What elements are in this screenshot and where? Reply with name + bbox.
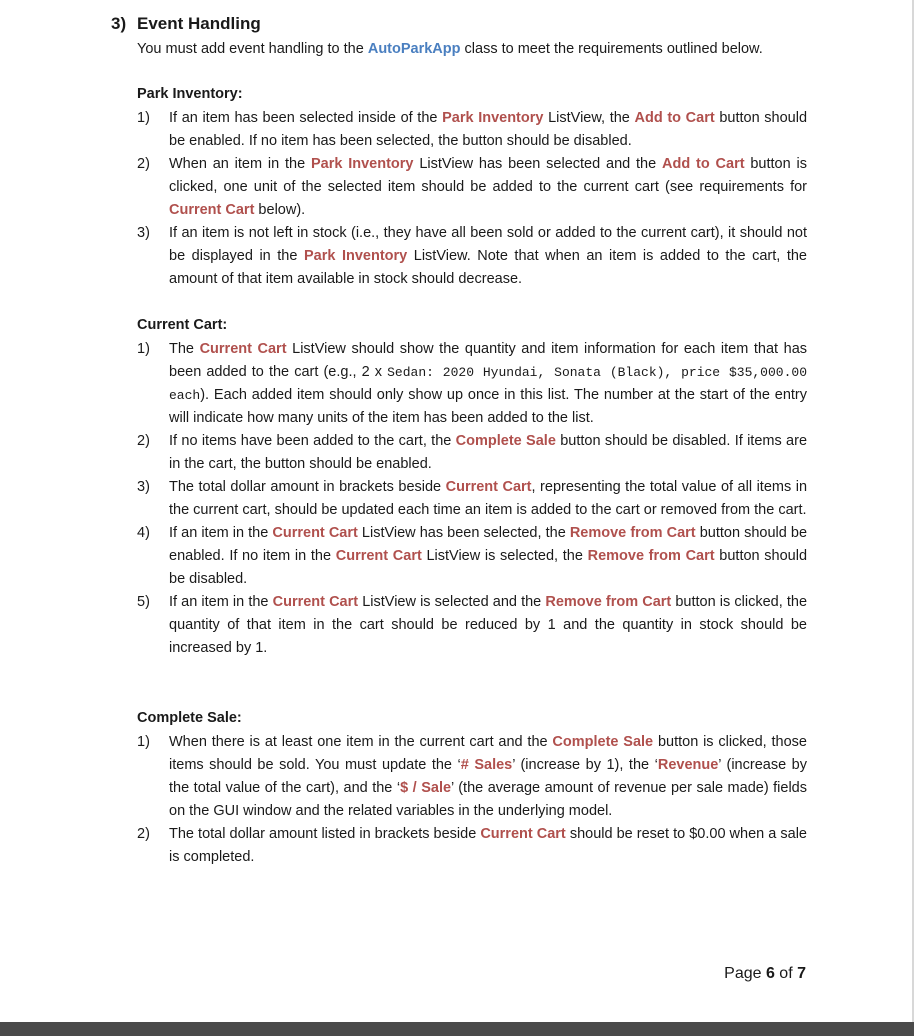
- item-text: ’ (increase by 1), the ‘: [512, 757, 658, 773]
- list-item: [137, 338, 807, 430]
- intro-paragraph: You must add event handling to the AutoParkApp class to meet the requirements outlined below.: [137, 41, 763, 57]
- park-inventory-section: [137, 83, 807, 291]
- list-item: [137, 591, 807, 660]
- ui-element-reference: Current Cart: [335, 548, 422, 564]
- ui-element-reference: Park Inventory: [303, 248, 408, 264]
- item-text: , representing the total value of all items in the current cart, should be updated each time an item is added to the cart or removed from the cart.: [169, 479, 808, 518]
- ui-element-reference: Add to Cart: [662, 156, 745, 172]
- ui-element-reference: Remove from Cart: [587, 548, 715, 564]
- ui-element-reference: $ / Sale: [400, 780, 452, 796]
- page-number: Page 6 of 7: [724, 965, 806, 982]
- item-text: should be reset to $0.00 when a sale is completed.: [169, 826, 807, 865]
- current-cart-list: [137, 338, 807, 660]
- ui-element-reference: Current Cart: [272, 525, 358, 541]
- ui-element-reference: Current Cart: [272, 594, 359, 610]
- complete-sale-section: [137, 707, 807, 869]
- item-text: If an item in the: [169, 525, 273, 541]
- section-title: Event Handling: [137, 14, 261, 33]
- item-text: button is clicked, those items should be sold. You must update the ‘: [169, 734, 807, 773]
- ui-element-reference: Park Inventory: [310, 156, 414, 172]
- item-number: 2): [137, 433, 150, 449]
- item-text: ListView is selected and the: [358, 594, 546, 610]
- item-text: button should be enabled. If no item in the: [169, 525, 808, 564]
- item-text: The total dollar amount listed in brackets beside: [169, 826, 481, 842]
- item-number: 1): [137, 110, 150, 126]
- item-number: 2): [137, 826, 150, 842]
- item-text: button should be disabled. If items are in the cart, the button should be enabled.: [169, 433, 808, 472]
- item-text: ListView is selected, the: [421, 548, 588, 564]
- list-item: [137, 823, 807, 869]
- item-text: ). Each added item should only show up once in this list. The number at the start of the entry will indicate how many units of the item has been added to the list.: [169, 387, 807, 426]
- section-heading: [111, 14, 261, 34]
- item-text: The: [169, 341, 200, 357]
- item-text: button should be enabled. If no item has been selected, the button should be disabled.: [169, 110, 808, 149]
- item-text: button should be disabled.: [169, 548, 808, 587]
- item-number: 2): [137, 156, 150, 172]
- item-text: If an item in the: [169, 594, 273, 610]
- current-cart-section: [137, 314, 807, 660]
- item-text: If an item is not left in stock (i.e., they have all been sold or added to the current cart), it should not be displayed in the: [169, 225, 807, 264]
- ui-element-reference: Current Cart: [445, 479, 532, 495]
- item-text: ListView has been selected and the: [413, 156, 663, 172]
- item-text: When an item in the: [169, 156, 311, 172]
- complete-sale-title: Complete Sale:: [137, 710, 242, 726]
- ui-element-reference: Remove from Cart: [545, 594, 672, 610]
- list-item: [137, 731, 807, 823]
- list-item: [137, 153, 807, 222]
- item-text: button is clicked, one unit of the selected item should be added to the current cart (see requirements for: [169, 156, 807, 195]
- list-item: [137, 430, 807, 476]
- ui-element-reference: Remove from Cart: [569, 525, 696, 541]
- ui-element-reference: Complete Sale: [552, 734, 654, 750]
- item-text: ’ (the average amount of revenue per sale made) fields on the GUI window and the related variables in the underlying model.: [169, 780, 807, 819]
- code-example: Sedan: 2020 Hyundai, Sonata (Black), price $35,000.00 each: [169, 365, 807, 403]
- park-inventory-list: [137, 107, 807, 291]
- item-text: When there is at least one item in the current cart and the: [169, 734, 553, 750]
- complete-sale-list: [137, 731, 807, 869]
- item-text: below).: [254, 202, 306, 218]
- item-text: If no items have been added to the cart, the: [169, 433, 456, 449]
- item-number: 5): [137, 594, 150, 610]
- ui-element-reference: Revenue: [657, 757, 719, 773]
- ui-element-reference: Current Cart: [199, 341, 287, 357]
- section-number: 3): [111, 14, 127, 33]
- list-item: [137, 222, 807, 291]
- park-inventory-title: Park Inventory:: [137, 86, 243, 102]
- item-number: 3): [137, 479, 150, 495]
- item-text: ’ (increase by the total value of the cart), and the ‘: [169, 757, 807, 796]
- viewer-bottom-bar: [0, 1022, 914, 1036]
- item-number: 1): [137, 341, 150, 357]
- ui-element-reference: Complete Sale: [455, 433, 556, 449]
- ui-element-reference: Current Cart: [480, 826, 566, 842]
- item-number: 3): [137, 225, 150, 241]
- item-number: 1): [137, 734, 150, 750]
- list-item: [137, 476, 807, 522]
- item-text: ListView should show the quantity and item information for each item that has been added to the cart (e.g., 2 x: [169, 341, 808, 380]
- item-text: ListView. Note that when an item is added to the cart, the amount of that item available in stock should decrease.: [169, 248, 808, 287]
- item-number: 4): [137, 525, 150, 541]
- list-item: [137, 107, 807, 153]
- ui-element-reference: Add to Cart: [634, 110, 715, 126]
- ui-element-reference: # Sales: [460, 757, 513, 773]
- item-text: ListView has been selected, the: [357, 525, 570, 541]
- item-text: The total dollar amount in brackets beside: [169, 479, 446, 495]
- current-cart-title: Current Cart:: [137, 317, 228, 333]
- item-text: button is clicked, the quantity of that item in the cart should be reduced by 1 and the quantity in stock should be increased by 1.: [169, 594, 808, 656]
- item-text: ListView, the: [543, 110, 635, 126]
- ui-element-reference: Current Cart: [169, 202, 255, 218]
- class-name: AutoParkApp: [367, 41, 461, 57]
- ui-element-reference: Park Inventory: [442, 110, 544, 126]
- list-item: [137, 522, 807, 591]
- item-text: If an item has been selected inside of the: [169, 110, 443, 126]
